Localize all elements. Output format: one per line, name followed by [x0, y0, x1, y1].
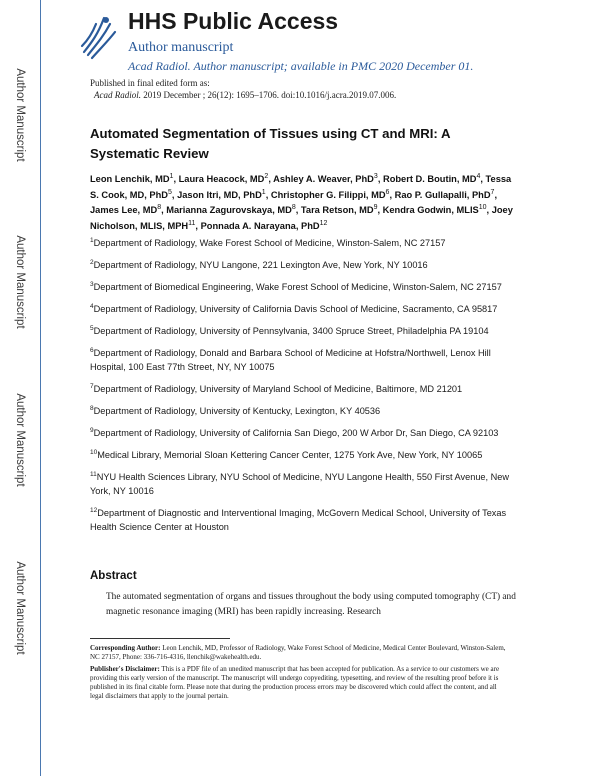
author-entry — [177, 190, 266, 200]
author-entry — [271, 190, 390, 200]
affiliation-text: Department of Radiology, University of Kentucky, Lexington, KY 40536 — [93, 406, 381, 416]
author-entry — [383, 205, 487, 215]
author-name: Christopher G. Filippi, MD — [270, 189, 386, 200]
citation-details: 2019 December ; 26(12): 1695–1706. doi:10.1016/j.acra.2019.07.006. — [141, 90, 397, 100]
author-affiliation-number: 2 — [264, 172, 269, 180]
affiliation-text: Department of Radiology, NYU Langone, 221 Lexington Ave, New York, NY 10016 — [93, 260, 428, 270]
affiliation-number: 9 — [90, 426, 94, 434]
affiliation-item — [90, 236, 520, 250]
affiliation-text: Department of Radiology, University of Pennsylvania, 3400 Spruce Street, Philadelphia PA 19104 — [93, 326, 489, 336]
header-title: HHS Public Access — [128, 8, 339, 34]
author-name: Ponnada A. Narayana, PhD — [200, 220, 320, 231]
article-title: Automated Segmentation of Tissues using CT and MRI: A Systematic Review — [90, 126, 450, 161]
sidebar-label: Author Manuscript — [14, 235, 26, 329]
footnotes — [90, 644, 510, 704]
sidebar — [0, 0, 40, 776]
author-affiliation-number: 3 — [373, 172, 378, 180]
publisher-disclaimer-note — [90, 665, 510, 702]
author-name: Ashley A. Weaver, PhD — [273, 174, 374, 184]
author-affiliation-number: 8 — [291, 203, 296, 211]
affiliation-list — [90, 236, 520, 542]
author-affiliation-number: 10 — [478, 203, 487, 211]
publisher-disclaimer-text: This is a PDF file of an unedited manuscript that has been accepted for publication. As a service to our customers we are providing this early version of the manuscript. The manuscript will undergo copyediting, typesetting, and review of the resulting proof before it is published in its final citable form. Please note that during the production process errors may be discovered which could affect the content, and all legal disclaimers that apply to the journal pertain. — [90, 664, 500, 701]
author-affiliation-number: 8 — [157, 203, 162, 211]
affiliation-text: Department of Radiology, University of California San Diego, 200 W Arbor Dr, San Diego, CA 92103 — [93, 428, 499, 438]
author-affiliation-number: 4 — [476, 172, 481, 180]
author-affiliation-number: 11 — [188, 219, 196, 227]
header — [78, 8, 588, 78]
affiliation-text: Department of Biomedical Engineering, Wake Forest School of Medicine, Winston-Salem, NC 27157 — [93, 282, 502, 292]
author-entry — [179, 174, 269, 184]
abstract-text: The automated segmentation of organs and tissues throughout the body using computed tomography (CT) and magnetic resonance imaging (MRI) has been rapidly increasing. Research — [106, 592, 516, 617]
author-name: Tessa S. Cook, MD, PhD — [90, 174, 512, 200]
affiliation-item — [90, 404, 520, 418]
affiliation-number: 2 — [90, 258, 94, 266]
affiliation-item — [90, 258, 520, 272]
affiliation-item — [90, 382, 520, 396]
sidebar-label: Author Manuscript — [14, 68, 26, 162]
affiliation-number: 12 — [90, 506, 98, 514]
author-name: Kendra Godwin, MLIS — [382, 205, 479, 215]
affiliation-text: Department of Radiology, Donald and Barbara School of Medicine at Hofstra/Northwell, Lenox Hill Hospital, 100 East 77th Street, NY, NY 10075 — [90, 348, 491, 372]
author-entry — [273, 174, 378, 184]
author-name: Laura Heacock, MD — [178, 174, 265, 184]
author-entry — [90, 174, 173, 184]
affiliation-item — [90, 280, 520, 294]
abstract-heading: Abstract — [90, 570, 137, 582]
author-affiliation-number: 6 — [385, 188, 390, 196]
affiliation-text: Medical Library, Memorial Sloan Kettering Cancer Center, 1275 York Ave, New York, NY 10065 — [97, 450, 483, 460]
affiliation-text: Department of Radiology, University of Maryland School of Medicine, Baltimore, MD 21201 — [93, 384, 463, 394]
affiliation-text: Department of Diagnostic and Interventional Imaging, McGovern Medical School, University of Texas Health Science Center at Houston — [90, 508, 507, 532]
author-entry — [383, 174, 480, 184]
affiliation-text: Department of Radiology, Wake Forest School of Medicine, Winston-Salem, NC 27157 — [93, 238, 446, 248]
affiliation-item — [90, 346, 520, 374]
affiliation-item — [90, 302, 520, 316]
corresponding-author-text: Leon Lenchik, MD, Professor of Radiology, Wake Forest School of Medicine, Medical Center Boulevard, Winston-Salem, NC 27157, Phone: 336-716-4316, llenchik@wakehealth.edu. — [90, 644, 506, 662]
affiliation-item — [90, 470, 520, 498]
affiliation-item — [90, 448, 520, 462]
author-affiliation-number: 9 — [373, 203, 378, 211]
corresponding-author-note — [90, 644, 510, 663]
author-name: Leon Lenchik, MD — [90, 174, 170, 184]
author-name: Robert D. Boutin, MD — [382, 174, 477, 184]
affiliation-item — [90, 324, 520, 338]
author-name: Tara Retson, MD — [300, 205, 374, 215]
affiliation-number: 6 — [90, 346, 94, 354]
author-affiliation-number: 1 — [261, 188, 266, 196]
footnote-divider — [90, 638, 230, 639]
author-name: Rao P. Gullapalli, PhD — [394, 189, 491, 200]
sidebar-label: Author Manuscript — [14, 393, 26, 487]
author-entry — [395, 190, 495, 200]
author-entry — [166, 205, 295, 215]
hhs-eagle-logo-icon — [78, 12, 120, 62]
affiliation-number: 8 — [90, 404, 94, 412]
citation-line — [90, 89, 396, 101]
author-affiliation-number: 7 — [490, 188, 495, 196]
affiliation-number: 11 — [90, 470, 97, 478]
author-affiliation-number: 12 — [319, 219, 328, 227]
corresponding-author-label: Corresponding Author: — [90, 644, 161, 652]
affiliation-number: 7 — [90, 382, 94, 390]
affiliation-number: 3 — [90, 280, 94, 288]
author-entry — [201, 221, 328, 231]
author-affiliation-number: 1 — [169, 172, 174, 180]
author-entry — [90, 205, 161, 215]
author-name: Joey Nicholson, MLIS, MPH — [90, 205, 513, 231]
published-in-line: Published in final edited form as: — [90, 78, 210, 88]
header-subtitle: Author manuscript — [128, 40, 234, 55]
availability-line: Acad Radiol. Author manuscript; available in PMC 2020 December 01. — [128, 59, 474, 73]
sidebar-divider — [40, 0, 41, 776]
affiliation-item — [90, 506, 520, 534]
sidebar-label: Author Manuscript — [14, 561, 26, 655]
affiliation-text: NYU Health Sciences Library, NYU School of Medicine, NYU Langone Health, 550 First Avenue, New York, NY 10016 — [90, 472, 510, 496]
affiliation-text: Department of Radiology, University of California Davis School of Medicine, Sacramento, CA 95817 — [93, 304, 498, 314]
author-name: Marianna Zagurovskaya, MD — [166, 205, 292, 215]
author-list: Leon Lenchik, $MD^1$, Laura Heacock, $MD^2$, Ashley A. Weaver, PhD$^3$, Robert D. Boutin, $MD^4$, Tessa S. Cook, MD, PhD$^5$, Jason Itri, MD, PhD$^1$, Christopher G. Filippi, $MD^6$, Rao P. Gullapalli, PhD$^7$, James Lee, $MD^8$, Marianna Zagurovskaya, $MD^8$, Tara Retson, $MD^9$, Kendra Godwin, MLIS$^{10}$, Joey Nicholson, MLIS, MPH$^{11}$, Ponnada A. Narayana, PhD$^{12}$ — [90, 172, 513, 231]
publisher-disclaimer-label: Publisher's Disclaimer: — [90, 664, 160, 673]
affiliation-number: 5 — [90, 324, 94, 332]
author-affiliation-number: 5 — [168, 188, 172, 196]
journal-name: Acad Radiol. — [94, 90, 141, 100]
affiliation-number: 10 — [90, 448, 98, 456]
author-name: Jason Itri, MD, PhD — [177, 189, 262, 200]
affiliation-number: 1 — [90, 236, 94, 244]
author-name: James Lee, MD — [90, 205, 158, 215]
publication-info — [90, 77, 396, 101]
affiliation-number: 4 — [90, 302, 94, 310]
author-entry — [301, 205, 378, 215]
affiliation-item — [90, 426, 520, 440]
